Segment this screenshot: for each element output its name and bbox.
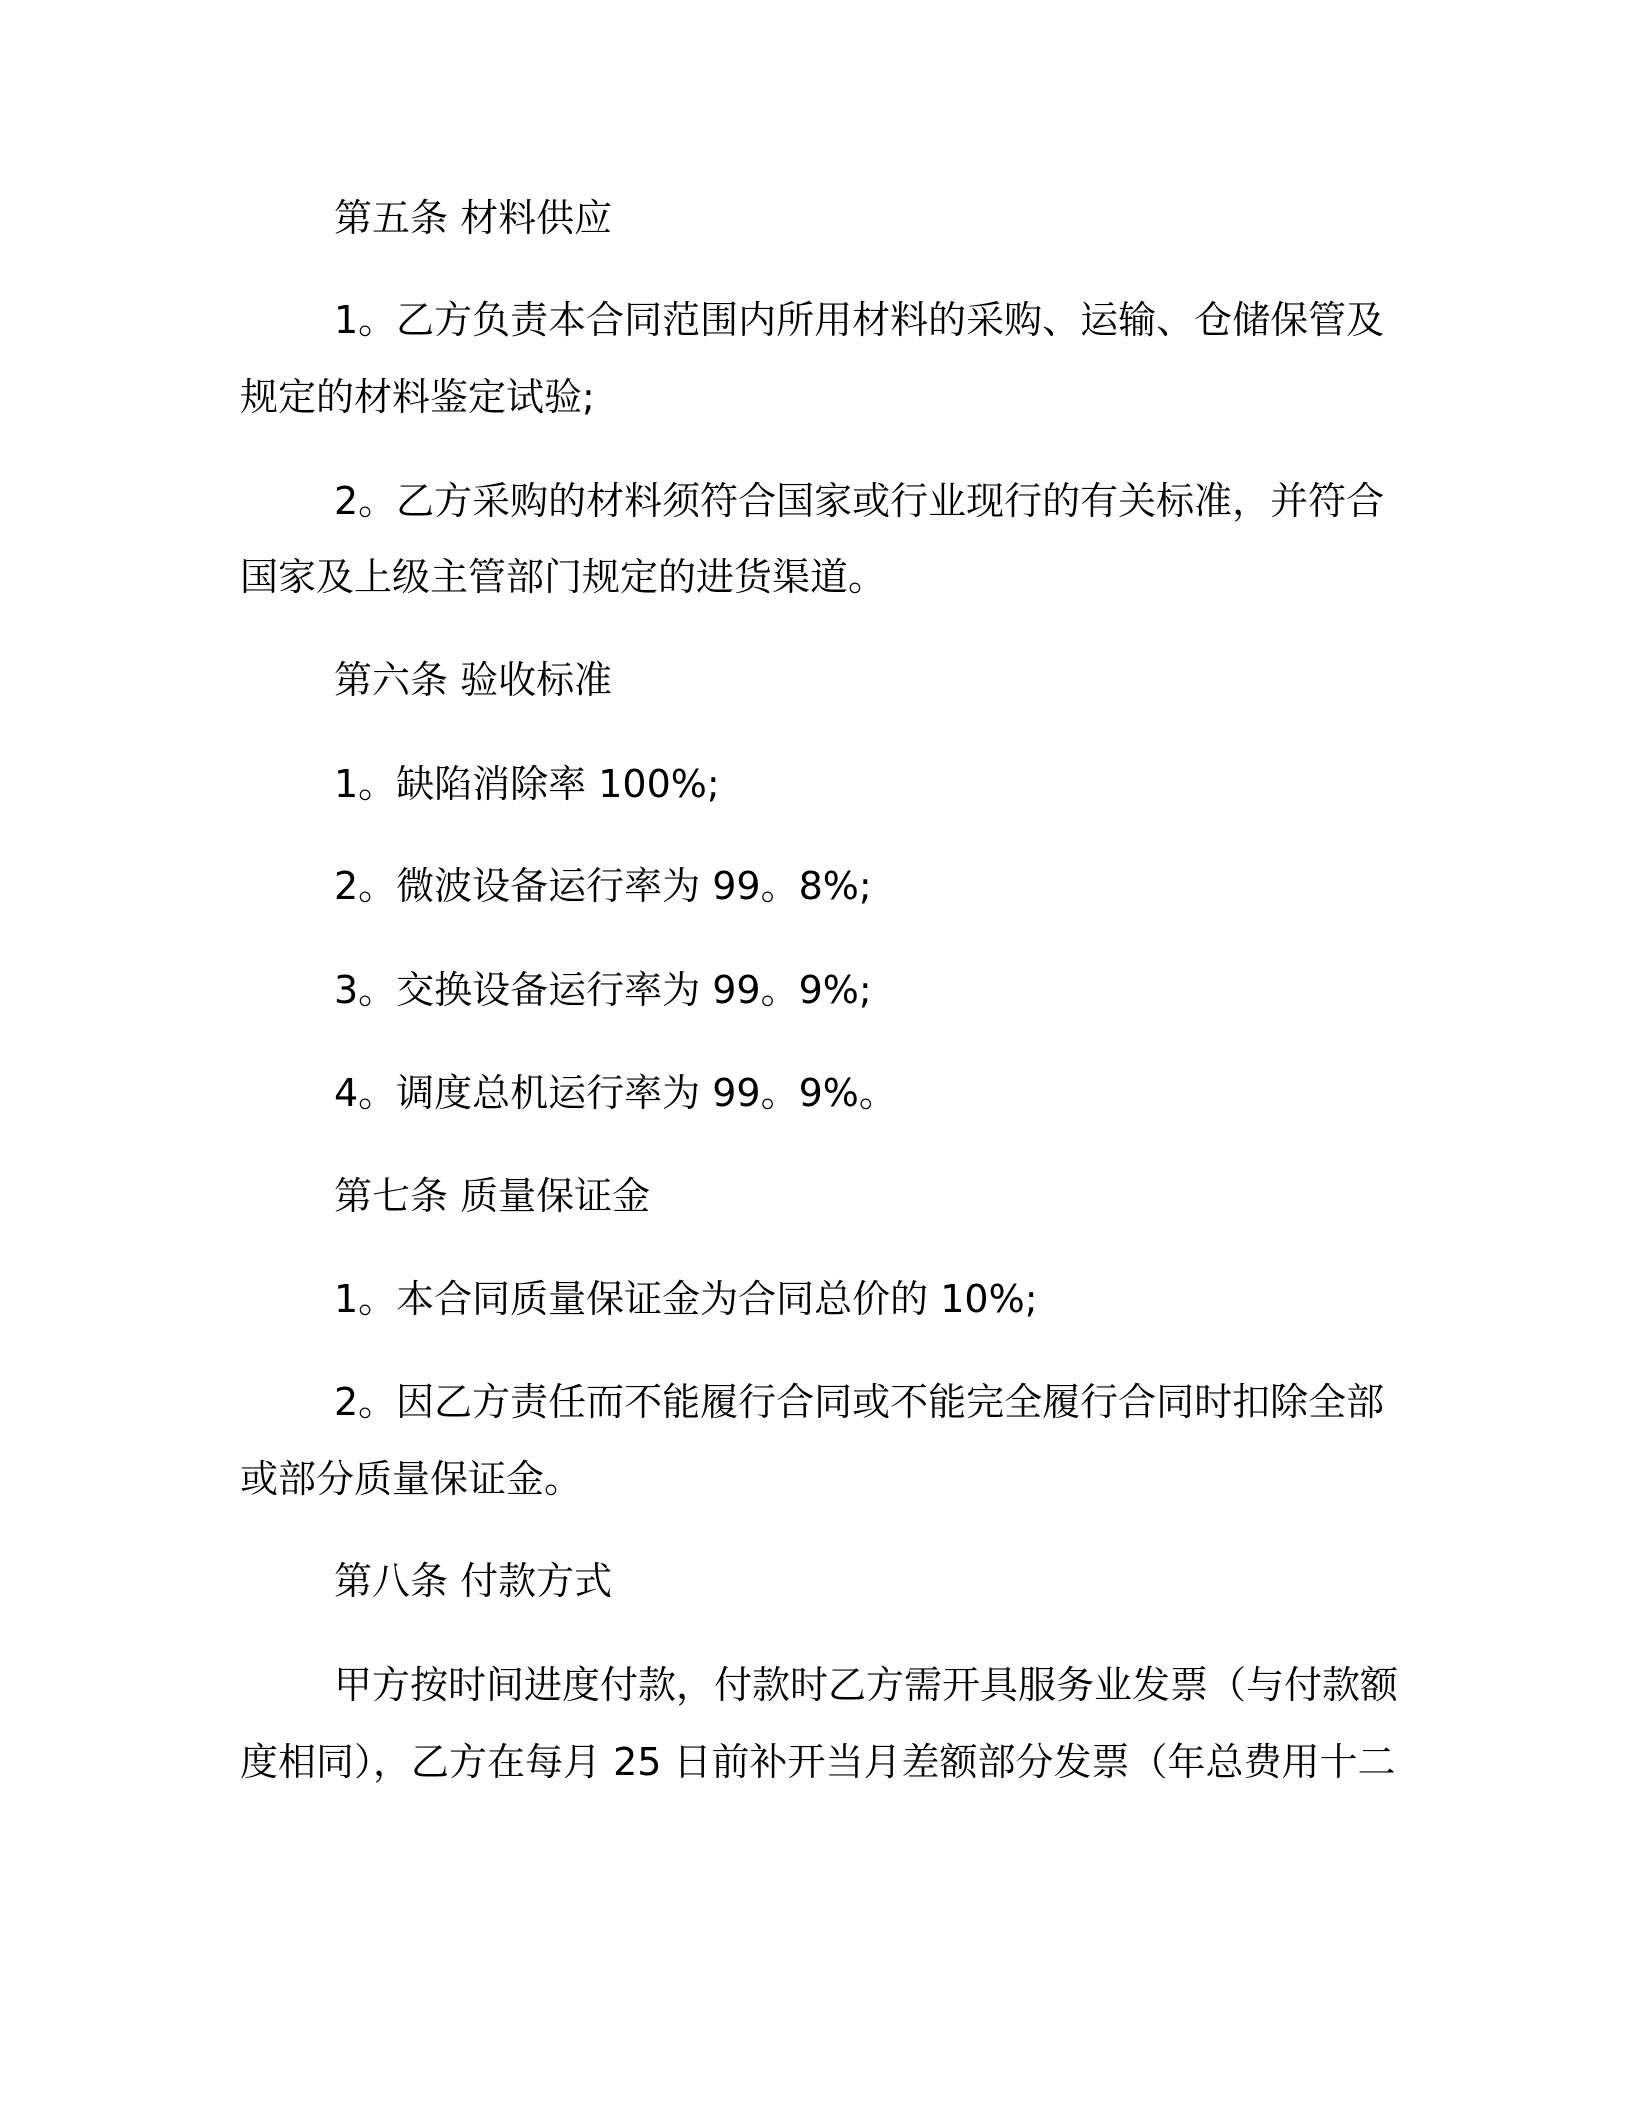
- article-7-item-1: 1。本合同质量保证金为合同总价的 10%;: [334, 1277, 1038, 1321]
- article-7-item-2-line-1: 2。因乙方责任而不能履行合同或不能完全履行合同时扣除全部: [334, 1380, 1385, 1424]
- article-7-heading: 第七条 质量保证金: [334, 1174, 651, 1218]
- article-6-heading: 第六条 验收标准: [334, 658, 613, 702]
- article-5-item-2-line-1: 2。乙方采购的材料须符合国家或行业现行的有关标准，并符合: [334, 479, 1385, 523]
- article-7-item-2-line-2: 或部分质量保证金。: [240, 1457, 583, 1501]
- article-6-item-2: 2。微波设备运行率为 99。8%;: [334, 864, 872, 908]
- article-6-item-4: 4。调度总机运行率为 99。9%。: [334, 1071, 897, 1115]
- article-5-item-2-line-2: 国家及上级主管部门规定的进货渠道。: [240, 555, 887, 599]
- article-8-para-line-1: 甲方按时间进度付款，付款时乙方需开具服务业发票（与付款额: [334, 1663, 1399, 1707]
- article-8-para-line-2: 度相同），乙方在每月 25 日前补开当月差额部分发票（年总费用十二: [240, 1740, 1396, 1784]
- article-5-item-1-line-1: 1。乙方负责本合同范围内所用材料的采购、运输、仓储保管及: [334, 298, 1385, 342]
- article-6-item-3: 3。交换设备运行率为 99。9%;: [334, 968, 872, 1012]
- article-5-item-1-line-2: 规定的材料鉴定试验;: [240, 375, 595, 419]
- article-8-heading: 第八条 付款方式: [334, 1559, 613, 1603]
- article-5-heading: 第五条 材料供应: [334, 196, 613, 240]
- article-6-item-1: 1。缺陷消除率 100%;: [334, 762, 720, 806]
